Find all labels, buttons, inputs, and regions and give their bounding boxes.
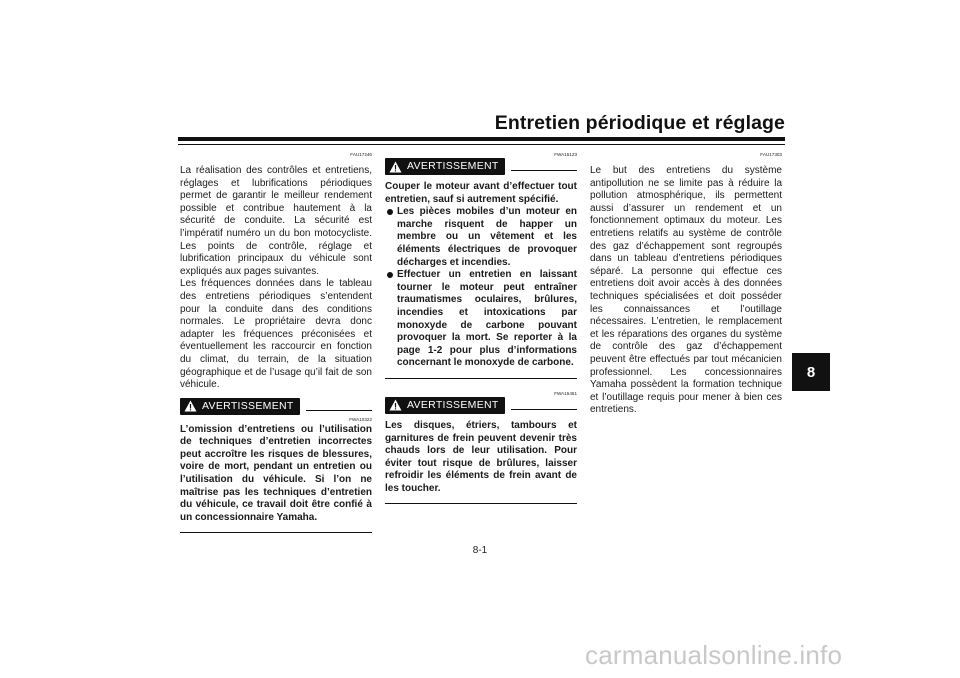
bullet-icon	[387, 209, 393, 215]
warning-triangle-icon	[389, 161, 402, 173]
warning-end-rule	[385, 503, 577, 504]
ref-code: FAU17246	[350, 152, 372, 157]
column-2	[385, 150, 577, 504]
watermark: carmanualsonline.info	[585, 640, 843, 670]
warning-code: FWA10322	[349, 416, 372, 422]
chapter-tab: 8	[792, 353, 830, 391]
page-number: 8-1	[472, 545, 488, 556]
ref-code: FAU17303	[760, 152, 782, 157]
warning-text: Les disques, étriers, tambours et garnitures de frein peuvent devenir très chauds lors de leur utilisation. Pour éviter tout risque de brûlures, laisser refroidir les éléments de frein avant de les toucher.	[385, 419, 577, 494]
warning-header	[385, 397, 577, 414]
frequency-paragraph: Les fréquences données dans le tableau des entretiens périodiques s’entendent pour la conduite dans des conditions normales. Le propriétaire devra donc adapter les fréquences préconisées et éventuellement les raccourcir en fonction du climat, du terrain, de la situation géographique et de l’usage qu’il fait de son véhicule.	[180, 278, 372, 391]
warning-label: AVERTISSEMENT	[407, 399, 499, 412]
warning-bullet-list	[385, 206, 577, 370]
warning-rule	[306, 410, 372, 411]
column-3	[590, 150, 782, 417]
bullet-icon	[387, 272, 393, 278]
warning-text: Couper le moteur avant d’effectuer tout entretien, sauf si autrement spécifié.	[385, 181, 577, 205]
warning-code: FWA15123	[554, 152, 577, 157]
list-item: Effectuer un entretien en laissant tourner le moteur peut entraîner traumatismes oculaires, brûlures, incendies et intoxications par monoxyde de carbone pouvant provoquer la mort. Se reporter à la page 1-2 pour plus d’informations concernant le monoxyde de carbone.	[385, 269, 577, 370]
warning-rule	[511, 409, 577, 410]
warning-end-rule	[385, 378, 577, 379]
warning-header	[180, 398, 372, 415]
list-item: Les pièces mobiles d’un moteur en marche risquent de happer un membre ou un vêtement et les éléments électriques de provoquer décharges et incendies.	[385, 206, 577, 269]
column-1	[180, 150, 372, 533]
warning-label: AVERTISSEMENT	[202, 399, 294, 412]
warning-end-rule	[180, 532, 372, 533]
warning-triangle-icon	[389, 399, 402, 411]
intro-paragraph: La réalisation des contrôles et entretiens, réglages et lubrifications périodiques permet de garantir le meilleur rendement possible et contribue hautement à la sécurité de conduite. La sécurité est l’impératif numéro un du bon motocycliste. Les points de contrôle, réglage et lubrification principaux du véhicule sont expliqués aux pages suivantes.	[180, 165, 372, 277]
page-title: Entretien périodique et réglage	[494, 112, 785, 134]
header-rule-thin	[178, 144, 785, 145]
warning-label-box	[180, 398, 300, 415]
warning-rule	[511, 170, 577, 171]
warning-code: FWA15461	[554, 390, 577, 396]
warning-header	[385, 158, 577, 175]
emissions-paragraph: Le but des entretiens du système antipollution ne se limite pas à réduire la pollution atmosphérique, ils permettent aussi d’assurer un rendement et un fonctionnement optimaux du moteur. Les entretiens relatifs au système de contrôle des gaz d’échappement sont regroupés dans un tableau d’entretiens périodiques séparé. La personne qui effectue ces entretiens doit avoir accès à des données techniques spécialisées et doit posséder les connaissances et l’outillage nécessaires. L’entretien, le remplacement et les réparations des organes du système de contrôle des gaz d’échappement peuvent être effectués par tout mécanicien professionnel. Les concessionnaires Yamaha possèdent la formation technique et l’outillage requis pour mener à bien ces entretiens.	[590, 165, 782, 416]
header-rule	[178, 137, 785, 141]
warning-label-box	[385, 397, 505, 414]
warning-label-box	[385, 158, 505, 175]
warning-label: AVERTISSEMENT	[407, 160, 499, 173]
warning-text: L’omission d’entretiens ou l’utilisation de techniques d’entretien incorrectes peut accroître les risques de blessures, voire de mort, pendant un entretien ou l’utilisation du véhicule. Si l’on ne maîtrise pas les techniques d’entretien du véhicule, ce travail doit être confié à un concessionnaire Yamaha.	[180, 423, 372, 523]
warning-triangle-icon	[184, 400, 197, 412]
